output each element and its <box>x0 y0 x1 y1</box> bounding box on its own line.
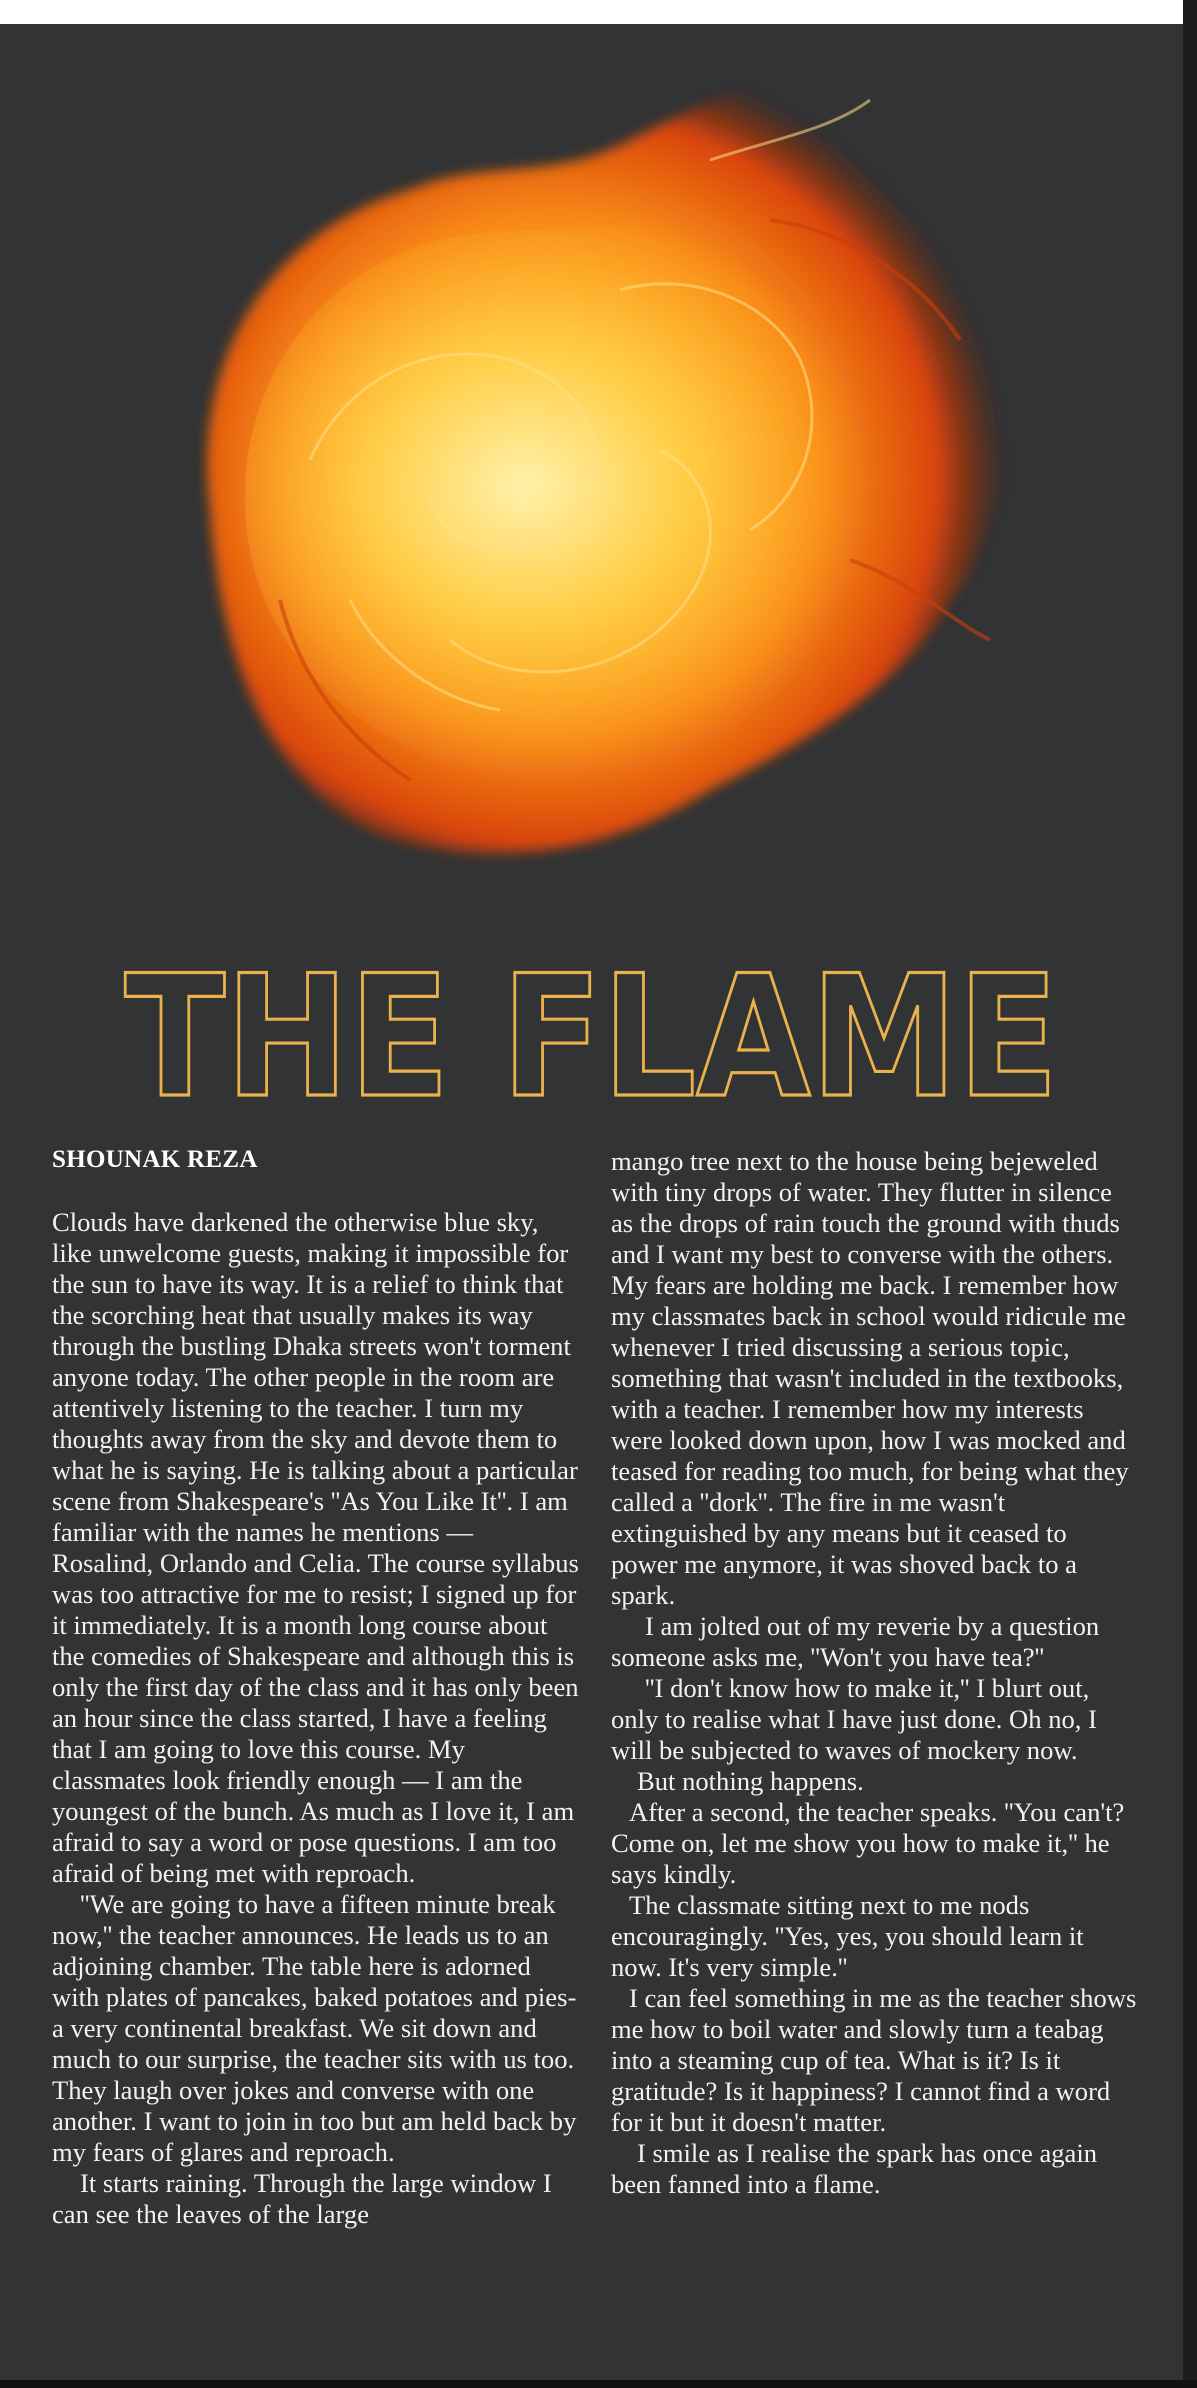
paragraph: The classmate sitting next to me nods encouragingly. ''Yes, yes, you should learn it now. It's very simple.'' <box>611 1890 1084 1982</box>
paragraph: I smile as I realise the spark has once again been fanned into a flame. <box>611 2138 1098 2199</box>
paragraph: I can feel something in me as the teacher shows me how to boil water and slowly turn a teabag into a steaming cup of tea. What is it? Is it gratitude? Is it happiness? I cannot find a word for it but it doesn't matter. <box>611 1983 1137 2137</box>
paragraph: ''We are going to have a fifteen minute break now,'' the teacher announces. He leads us to an adjoining chamber. The table here is adorned with plates of pancakes, baked potatoes and pies- a very continental breakfast. We sit down and much to our surprise, the teacher sits with us too. They laugh over jokes and converse with one another. I want to join in too but am held back by my fears of glares and reproach. <box>52 1889 577 2167</box>
headline-svg <box>0 940 1183 1120</box>
article-column-left <box>52 1207 580 2230</box>
fireball-icon <box>150 40 1050 920</box>
article-title: THE FLAME <box>124 940 1059 1120</box>
page-edge-bottom <box>0 2380 1197 2388</box>
article-column-right <box>611 1146 1139 2200</box>
paragraph: mango tree next to the house being bejeweled with tiny drops of water. They flutter in silence as the drops of rain touch the ground with thuds and I want my best to converse with the others. My fears are holding me back. I remember how my classmates back in school would ridicule me whenever I tried discussing a serious topic, something that wasn't included in the textbooks, with a teacher. I remember how my interests were looked down upon, how I was mocked and teased for reading too much, for being what they called a ''dork''. The fire in me wasn't extinguished by any means but it ceased to power me anymore, it was shoved back to a spark. <box>611 1146 1129 1610</box>
paragraph: I am jolted out of my reverie by a question someone asks me, ''Won't you have tea?'' <box>611 1611 1100 1672</box>
paragraph: It starts raining. Through the large window I can see the leaves of the large <box>52 2168 552 2229</box>
page-edge-right <box>1183 0 1197 2388</box>
paragraph: After a second, the teacher speaks. ''You can't? Come on, let me show you how to make it,'' he says kindly. <box>611 1797 1125 1889</box>
paragraph: Clouds have darkened the otherwise blue sky, like unwelcome guests, making it impossible for the sun to have its way. It is a relief to think that the scorching heat that usually makes its way through the bustling Dhaka streets won't torment anyone today. The other people in the room are attentively listening to the teacher. I turn my thoughts away from the sky and devote them to what he is saying. He is talking about a particular scene from Shakespeare's ''As You Like It''. I am familiar with the names he mentions — Rosalind, Orlando and Celia. The course syllabus was too attractive for me to resist; I signed up for it immediately. It is a month long course about the comedies of Shakespeare and although this is only the first day of the class and it has only been an hour since the class started, I have a feeling that I am going to love this course. My classmates look friendly enough — I am the youngest of the bunch. As much as I love it, I am afraid to say a word or pose questions. I am too afraid of being met with reproach. <box>52 1207 579 1888</box>
author-byline: SHOUNAK REZA <box>52 1146 258 1173</box>
paragraph: But nothing happens. <box>637 1766 864 1796</box>
paragraph: ''I don't know how to make it,'' I blurt out, only to realise what I have just done. Oh no, I will be subjected to waves of mockery now. <box>611 1673 1097 1765</box>
